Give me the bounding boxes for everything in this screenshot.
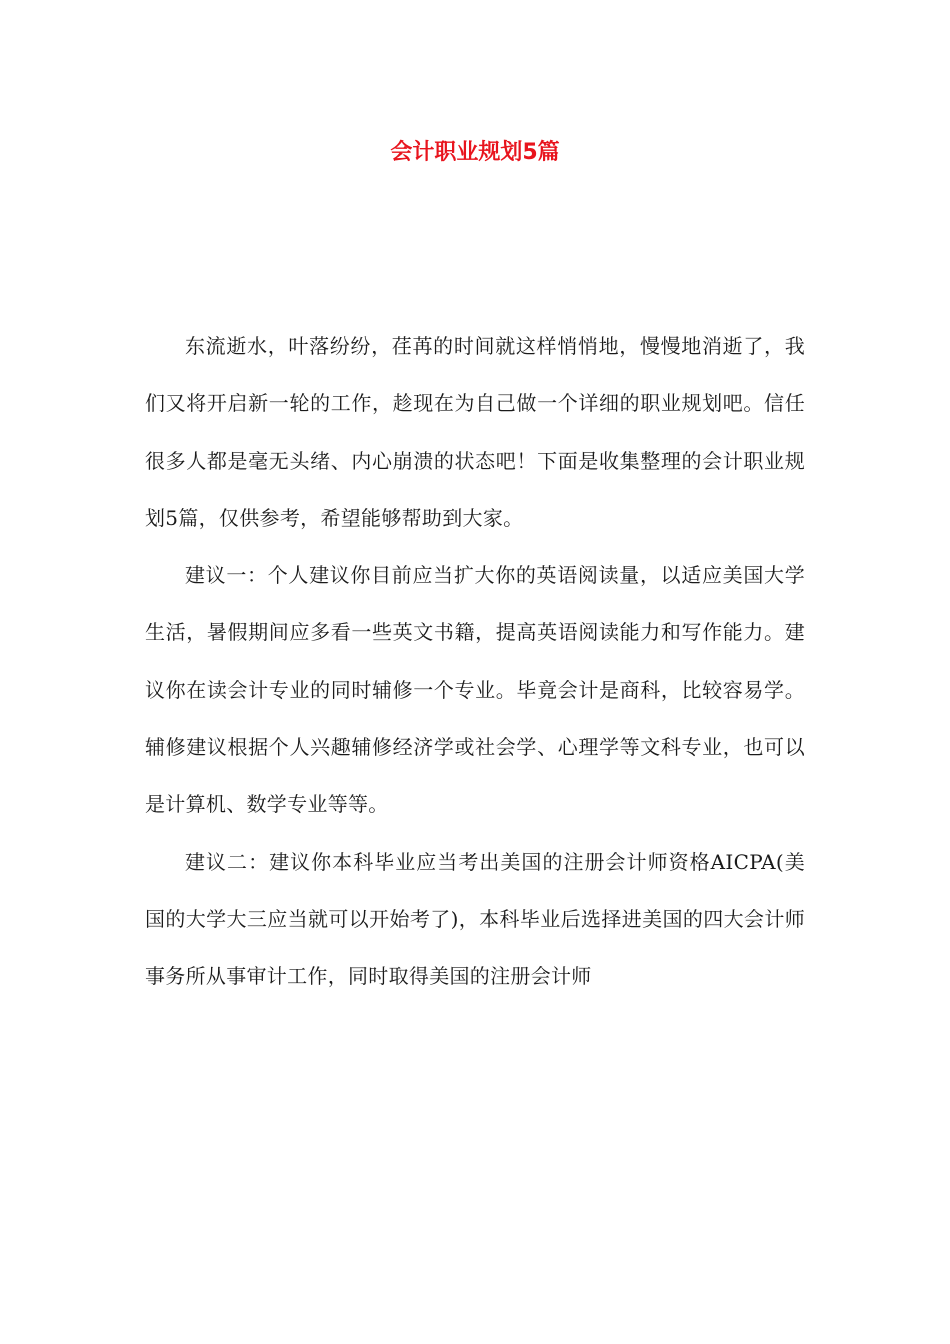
paragraph-suggestion-one: 建议一：个人建议你目前应当扩大你的英语阅读量，以适应美国大学生活，暑假期间应多看一些英文书籍，提高英语阅读能力和写作能力。建议你在读会计专业的同时辅修一个专业。毕竟会计是商科，比较容易学。辅修建议根据个人兴趣辅修经济学或社会学、心理学等文科专业，也可以是计算机、数学专业等等。 [145,563,805,817]
document-body [145,318,805,1006]
document-title: 会计职业规划5篇 [390,140,560,165]
paragraph-suggestion-two: 建议二：建议你本科毕业应当考出美国的注册会计师资格AICPA(美国的大学大三应当就可以开始考了)，本科毕业后选择进美国的四大会计师事务所从事审计工作，同时取得美国的注册会计师 [145,849,805,989]
paragraph-intro: 东流逝水，叶落纷纷，荏苒的时间就这样悄悄地，慢慢地消逝了，我们又将开启新一轮的工作，趁现在为自己做一个详细的职业规划吧。信任很多人都是毫无头绪、内心崩溃的状态吧！下面是收集整理的会计职业规划5篇，仅供参考，希望能够帮助到大家。 [145,334,805,530]
